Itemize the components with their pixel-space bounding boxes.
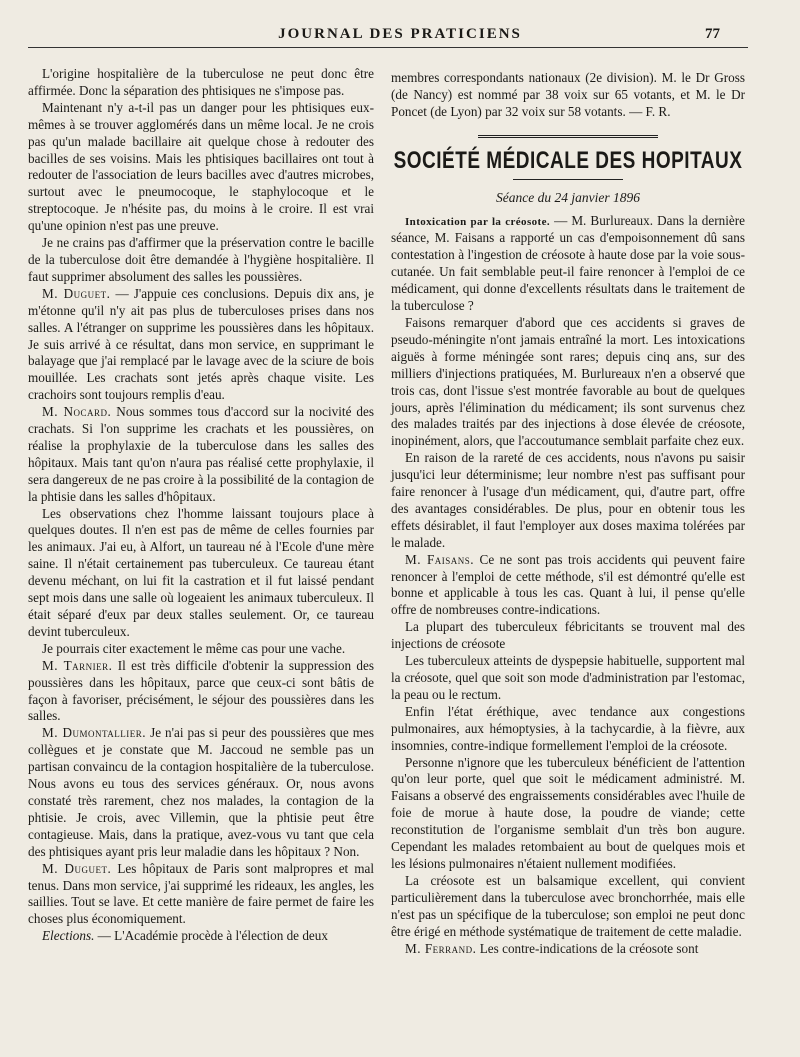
section-lead: Intoxication par la créosote.	[405, 215, 551, 228]
paragraph	[28, 100, 374, 235]
paragraph-text: Personne n'ignore que les tuberculeux bénéficient de l'attention qu'on leur porte, quel que soit le médicament administré. M. Faisans a observé des engraissements considérables avec l'huile de foie de morue à haute dose, la poudre de viande; cette reconstitution de l'organisme semblait d'un très bon augure. Cependant les malades retombaient au bout de quelques mois et les lésions pulmonaires n'étaient nullement modifiées.	[391, 754, 745, 871]
paragraph	[28, 658, 374, 726]
paragraph-text: — J'appuie ces conclusions. Depuis dix ans, je m'étonne qu'il n'y ait pas plus de tuberculoses prises dans nos salles. A l'étranger on supprime les poussières dans les hôpitaux. Je suis arrivé à ce résultat, dans mon service, en supprimant le balayage que j'ai remplacé par le lavage avec de la sciure de bois mouillée. Les crachats sont jetés après chaque visite. Les crachoirs sont toujours remplis d'eau.	[28, 285, 375, 403]
speaker-name: M. Dumontallier.	[42, 725, 147, 741]
paragraph	[28, 66, 374, 100]
paragraph	[28, 861, 374, 929]
speaker-name: M. Duguet.	[42, 860, 112, 876]
paragraph	[391, 619, 745, 653]
section-heading	[391, 135, 745, 207]
header-rule	[28, 47, 748, 48]
paragraph	[391, 873, 745, 941]
speaker-name: M. Nocard.	[42, 404, 112, 420]
journal-title: JOURNAL DES PRATICIENS	[278, 26, 522, 42]
paragraph	[391, 315, 745, 450]
speaker-name: M. Faisans.	[405, 551, 475, 567]
paragraph	[28, 286, 374, 404]
page-number: 77	[705, 26, 720, 42]
paragraph-text: Les contre-indications de la créosote sont	[476, 940, 699, 956]
paragraph-text: Maintenant n'y a-t-il pas un danger pour les phtisiques eux-mêmes à se trouver agglomérés dans un même local. Je ne crois pas qu'un malade bacillaire ait quelque chose à redouter des bacilles de ses voisins. Mais les phtisiques bacillaires ont tout à redouter de l'association de leurs bacilles avec d'autres microbes, surtout avec le pneumocoque, le staphylocoque et le streptocoque. Je n'hésite pas, du moins à le croire. Il est vrai qu'une opinion n'est pas une preuve.	[28, 99, 374, 234]
right-column	[391, 70, 745, 957]
paragraph	[391, 450, 745, 551]
right-column-body	[391, 213, 745, 958]
left-column	[28, 66, 374, 945]
paragraph	[28, 235, 374, 286]
paragraph-text: Je ne crains pas d'affirmer que la préservation contre le bacille de la tuberculose doit être demandée à l'hygiène hospitalière. Il faut supprimer absolument des salles les poussières.	[28, 235, 374, 284]
session-date: Séance du 24 janvier 1896	[496, 189, 640, 205]
paragraph-text: Les observations chez l'homme laissant toujours place à quelques doutes. Il n'en est pas de même de celles fournies par les animaux. J'ai eu, à Alfort, un taureau né à l'Ecole d'une mère saine. Il n'était certainement pas tuberculeux. Ce taureau étant devenu méchant, on lui fit la castration et il fut laissé pendant sept mois dans une salle où logeaient les animaux tuberculeux. Il était séparé d'eux par deux stalles seulement. Or, ce taureau devint tuberculeux.	[28, 505, 374, 639]
paragraph-text: Ce ne sont pas trois accidents qui peuvent faire renoncer à l'emploi de cette méthode, s'il est démontré qu'elle est bonne et applicable à tous les cas. Quant à lui, il pense qu'elle offre de nombreuses contre-indications.	[391, 551, 745, 618]
paragraph-text: Il est très difficile d'obtenir la suppression des poussières dans les hôpitaux, parce que ceux-ci sont bâtis de façon à favoriser, précisément, le séjour des poussières dans les salles.	[28, 657, 374, 724]
paragraph: membres correspondants nationaux (2e division). M. le Dr Gross (de Nancy) est nommé par 38 voix sur 65 votants, et M. le Dr Poncet (de Lyon) par 32 voix sur 58 votants. — F. R.	[391, 70, 745, 119]
paragraph-text: Je pourrais citer exactement le même cas pour une vache.	[42, 640, 346, 656]
paragraph	[28, 725, 374, 860]
section-title: SOCIÉTÉ MÉDICALE DES HOPITAUX	[393, 147, 743, 175]
paragraph	[28, 404, 374, 505]
paragraph-text: Les hôpitaux de Paris sont malpropres et mal tenus. Dans mon service, j'ai supprimé les rideaux, les angles, les saillies. Tout se lave. Et cette manière de faire permet de faire les choses plus économiquement.	[28, 860, 374, 927]
paragraph-text: En raison de la rareté de ces accidents, nous n'avons pu saisir jusqu'ici leur déterminisme; leur nombre n'est pas suffisant pour faire renoncer à l'usage d'un médicament, qui, d'autre part, offre des avantages considérables. De plus, pour en obtenir tous les effets désirablet, il faut l'employer aux doses maxima tolérées par le malade.	[391, 450, 745, 550]
paragraph	[391, 704, 745, 755]
speaker-name: M. Ferrand.	[405, 940, 477, 956]
paragraph-text: Faisons remarquer d'abord que ces accidents si graves de pseudo-méningite n'ont jamais entraîné la mort. Les intoxications aiguës à forme méningée sont rares; depuis cinq ans, sur des milliers d'injections pratiquées, M. Burlureaux n'en a observé que trois cas, dont l'issue s'est montrée favorable au bout de quelques jours, après l'élimination du médicament; ils sont survenus chez des malades traités par des injections à dose élevée de créosote, inopinément, alors, que l'accoutumance semblait parfaite chez eux.	[391, 314, 745, 449]
paragraph-text: Nous sommes tous d'accord sur la nocivité des crachats. Si l'on supprime les crachats et les poussières, on réalise la prophylaxie de la tuberculose dans les salles des hôpitaux. Mais tant qu'on n'aura pas réalisé cette prophylaxie, il sera dangereux de ne pas croire à la possibilité de la contagion de la phtisie dans les salles d'hôpitaux.	[28, 404, 374, 504]
paragraph-text: Les tuberculeux atteints de dyspepsie habituelle, supportent mal la créosote, quel que soit son mode d'administration par l'estomac, la peau ou le rectum.	[391, 653, 745, 702]
paragraph-text: — L'Académie procède à l'élection de deux	[94, 928, 328, 944]
speaker-name: M. Tarnier.	[42, 657, 113, 673]
paragraph	[28, 506, 374, 641]
speaker-name: M. Duguet.	[42, 285, 111, 301]
paragraph-text: L'origine hospitalière de la tuberculose ne peut donc être affirmée. Donc la séparation des phtisiques ne s'impose pas.	[28, 66, 374, 98]
paragraph	[391, 941, 745, 958]
section-rule	[478, 135, 658, 138]
paragraph	[391, 653, 745, 704]
paragraph	[391, 755, 745, 873]
paragraph-text: — M. Burlureaux. Dans la dernière séance, M. Faisans a rapporté un cas d'empoisonnement dû sans contestation à l'ingestion de créosote à haute dose par la voie sous-cutanée. Un fait semblable peut-il faire renoncer à l'emploi de ce médicament, qui donne d'excellents résultats dans le traitement de la tuberculose ?	[391, 212, 745, 314]
section-underline	[513, 179, 623, 180]
paragraph	[28, 928, 374, 945]
paragraph	[391, 552, 745, 620]
speaker-name: Elections.	[42, 928, 95, 944]
paragraph-text: La plupart des tuberculeux fébricitants se trouvent mal des injections de créosote	[391, 619, 745, 652]
paragraph	[28, 641, 374, 658]
paragraph-text: Enfin l'état éréthique, avec tendance aux congestions pulmonaires, aux hémoptysies, à la tachycardie, à la fièvre, aux insomnies, contre-indique formellement l'emploi de la créosote.	[391, 703, 745, 753]
running-header	[30, 26, 770, 48]
paragraph	[391, 213, 745, 315]
paragraph-text: Je n'ai pas si peur des poussières que mes collègues et je constate que M. Jaccoud ne semble pas un partisan convaincu de la contagion hospitalière de la tuberculose. Nous avons eu tous des services généraux. Or, nous avons constaté très rarement, chez nos malades, la contagion de la phtisie. Je crois, avec Villemin, que la phtisie peut être contagieuse. Mais, dans la pratique, avez-vous vu tant que cela des phtisiques ayant pris leur maladie dans les hôpitaux ? Non.	[28, 725, 374, 859]
paragraph-text: La créosote est un balsamique excellent, qui convient particulièrement dans la tuberculose avec bronchorrhée, mais elle n'est pas un spécifique de la tuberculose; son emploi ne peut donc être érigé en méthode systématique de traitement de cette maladie.	[391, 872, 745, 939]
